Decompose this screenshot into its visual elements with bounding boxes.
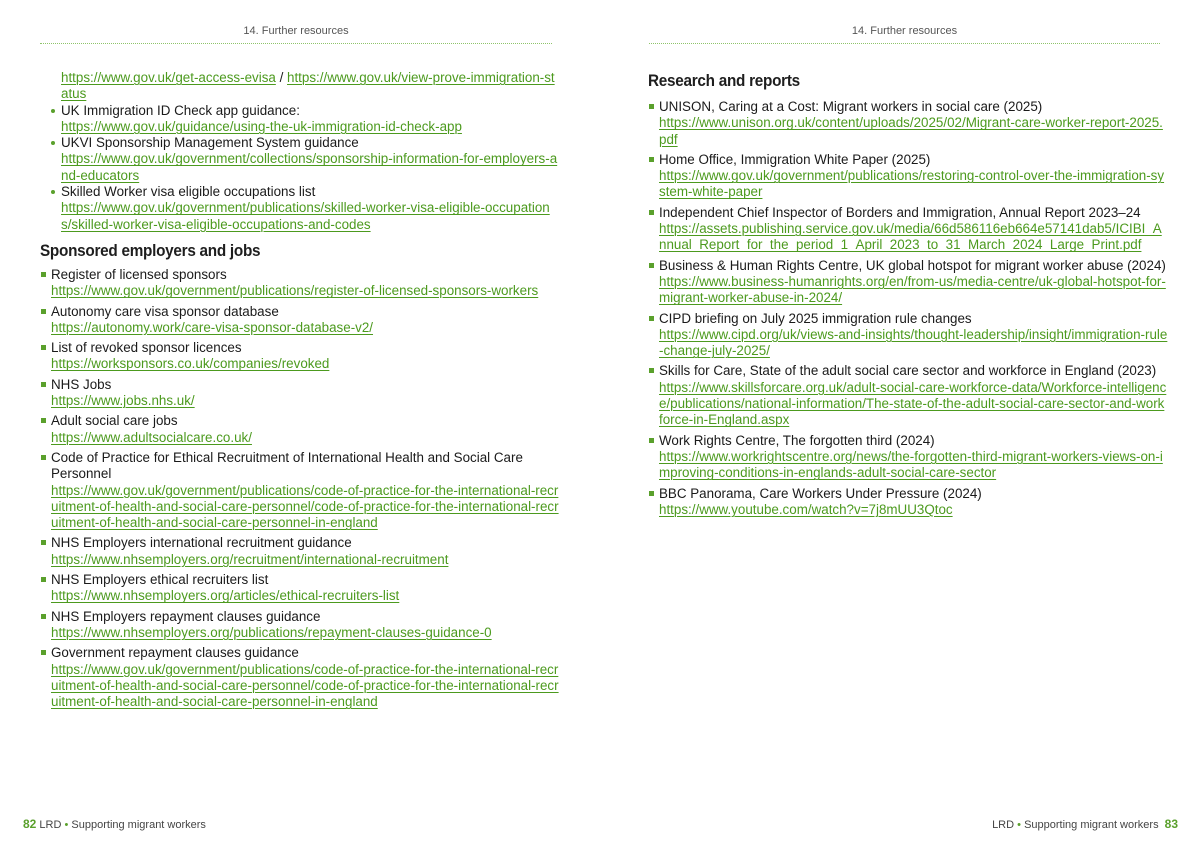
bullet-icon: [41, 650, 46, 655]
list-item: [40, 135, 560, 184]
bullet-icon: [41, 272, 46, 277]
item-label: Register of licensed sponsors: [51, 266, 227, 282]
bullet-icon: [41, 382, 46, 387]
bullet-icon: [41, 418, 46, 423]
bullet-icon: [649, 157, 654, 162]
list-item: [648, 311, 1168, 360]
list-item: [40, 184, 560, 233]
bullet-icon: [649, 316, 654, 321]
publisher: LRD: [992, 819, 1015, 831]
item-link[interactable]: https://www.gov.uk/government/publications/code-of-practice-for-the-international-recruitment-of-health-and-social-care-personnel/code-of-practice-for-the-international-recruitment-of-health-and-social-care-personnel-in-england: [51, 482, 559, 531]
section-title: Research and reports: [648, 71, 800, 90]
item-label: Skills for Care, State of the adult social care sector and workforce in England (2023): [659, 363, 1157, 379]
bullet-icon: [649, 438, 654, 443]
bullet-icon: [41, 614, 46, 619]
item-label: NHS Employers ethical recruiters list: [51, 572, 269, 588]
list-item: [648, 486, 1168, 519]
item-label: NHS Employers repayment clauses guidance: [51, 608, 321, 624]
item-label: Home Office, Immigration White Paper (2025): [659, 151, 931, 167]
item-link[interactable]: https://www.workrightscentre.org/news/the-forgotten-third-migrant-workers-views-on-improving-conditions-in-englands-adult-social-care-sector: [659, 448, 1163, 481]
list-item: [40, 535, 560, 568]
item-label: List of revoked sponsor licences: [51, 340, 242, 356]
publication-title: Supporting migrant workers: [71, 819, 206, 831]
bullet-icon: [51, 190, 55, 194]
bullet-icon: [51, 141, 55, 145]
item-label: UK Immigration ID Check app guidance:: [61, 102, 300, 118]
item-link[interactable]: https://www.unison.org.uk/content/uploads/2025/02/Migrant-care-worker-report-2025.pdf: [659, 115, 1163, 147]
footer-bullet: •: [1017, 819, 1021, 831]
bullet-icon: [649, 368, 654, 373]
list-item: [40, 609, 560, 642]
bullet-icon: [649, 104, 654, 109]
research-reports-list: [648, 99, 1168, 518]
link-separator: /: [275, 70, 288, 85]
section-title: Sponsored employers and jobs: [40, 240, 261, 260]
sponsored-jobs-list: [40, 267, 560, 710]
item-link[interactable]: https://www.nhsemployers.org/recruitment/international-recruitment: [51, 551, 449, 567]
item-label: UKVI Sponsorship Management System guidance: [61, 135, 359, 151]
running-head: 14. Further resources: [243, 25, 349, 37]
list-item: [40, 572, 560, 605]
list-item: [648, 258, 1168, 307]
item-link[interactable]: https://www.gov.uk/government/publications/code-of-practice-for-the-international-recruitment-of-health-and-social-care-personnel/code-of-practice-for-the-international-recruitment-of-health-and-social-care-personnel-in-england: [51, 661, 559, 710]
list-item: [648, 363, 1168, 428]
item-link[interactable]: https://www.skillsforcare.org.uk/adult-social-care-workforce-data/Workforce-intelligence/publications/national-information/The-state-of-the-adult-social-care-sector-and-workforce-in-England.aspx: [659, 379, 1167, 428]
page-number: 82: [23, 817, 37, 831]
sub-item-list: [40, 103, 560, 233]
bullet-icon: [41, 455, 46, 460]
item-link[interactable]: https://www.gov.uk/government/publications/skilled-worker-visa-eligible-occupations/skilled-worker-visa-eligible-occupations-and-codes: [61, 200, 550, 232]
list-item: [648, 433, 1168, 482]
item-label: Skilled Worker visa eligible occupations list: [61, 184, 316, 200]
header-divider: [649, 43, 1160, 44]
item-link[interactable]: https://www.gov.uk/government/collections/sponsorship-information-for-employers-and-educators: [61, 151, 558, 183]
intro-links: [40, 70, 560, 103]
header-divider: [40, 43, 552, 44]
evisa-link[interactable]: https://www.gov.uk/get-access-evisa: [61, 70, 276, 85]
list-item: [40, 340, 560, 373]
publisher: LRD: [39, 819, 62, 831]
list-item: [648, 205, 1168, 254]
page-footer: [992, 817, 1178, 831]
item-link[interactable]: https://worksponsors.co.uk/companies/revoked: [51, 356, 330, 372]
item-link[interactable]: https://www.business-humanrights.org/en/from-us/media-centre/uk-global-hotspot-for-migrant-worker-abuse-in-2024/: [659, 273, 1166, 306]
list-item: [40, 377, 560, 410]
list-item: [40, 413, 560, 446]
item-link[interactable]: https://www.nhsemployers.org/publications/repayment-clauses-guidance-0: [51, 624, 492, 640]
bullet-icon: [41, 345, 46, 350]
item-label: Autonomy care visa sponsor database: [51, 303, 279, 319]
list-item: [40, 304, 560, 337]
list-item: [40, 645, 560, 710]
item-label: Government repayment clauses guidance: [51, 645, 299, 661]
list-item: [40, 103, 560, 136]
view-prove-status-link[interactable]: https://www.gov.uk/view-prove-immigration-status: [61, 70, 555, 102]
bullet-icon: [649, 210, 654, 215]
page-number: 83: [1164, 817, 1178, 831]
item-link[interactable]: https://autonomy.work/care-visa-sponsor-database-v2/: [51, 319, 374, 335]
item-link[interactable]: https://www.adultsocialcare.co.uk/: [51, 429, 252, 445]
item-label: Code of Practice for Ethical Recruitment of International Health and Social Care Personnel: [51, 449, 523, 482]
bullet-icon: [649, 491, 654, 496]
item-link[interactable]: https://www.gov.uk/government/publications/restoring-control-over-the-immigration-system-white-paper: [659, 168, 1165, 200]
list-item: [648, 152, 1168, 201]
item-label: NHS Employers international recruitment guidance: [51, 535, 352, 551]
item-label: UNISON, Caring at a Cost: Migrant workers in social care (2025): [659, 99, 1043, 114]
bullet-icon: [649, 263, 654, 268]
bullet-icon: [51, 109, 55, 113]
bullet-icon: [41, 577, 46, 582]
publication-title: Supporting migrant workers: [1024, 819, 1159, 831]
item-link[interactable]: https://www.gov.uk/government/publications/register-of-licensed-sponsors-workers: [51, 283, 539, 299]
bullet-icon: [41, 540, 46, 545]
page-footer: [23, 817, 206, 831]
item-label: Independent Chief Inspector of Borders and Immigration, Annual Report 2023–24: [659, 204, 1141, 220]
item-label: CIPD briefing on July 2025 immigration rule changes: [659, 310, 972, 326]
item-label: Work Rights Centre, The forgotten third (2024): [659, 432, 935, 448]
left-content: [40, 70, 560, 710]
item-label: BBC Panorama, Care Workers Under Pressure (2024): [659, 485, 982, 501]
list-item: [40, 450, 560, 531]
bullet-icon: [41, 309, 46, 314]
item-link[interactable]: https://www.nhsemployers.org/articles/ethical-recruiters-list: [51, 588, 400, 604]
item-label: NHS Jobs: [51, 376, 112, 392]
item-label: Adult social care jobs: [51, 413, 178, 429]
item-link[interactable]: https://www.jobs.nhs.uk/: [51, 393, 195, 409]
running-head: 14. Further resources: [851, 25, 958, 37]
item-link[interactable]: https://www.gov.uk/guidance/using-the-uk-immigration-id-check-app: [61, 118, 462, 134]
item-link[interactable]: https://www.cipd.org/uk/views-and-insights/thought-leadership/insight/immigration-rule-change-july-2025/: [659, 326, 1168, 359]
item-label: Business & Human Rights Centre, UK global hotspot for migrant worker abuse (2024): [659, 257, 1166, 273]
item-link[interactable]: https://www.youtube.com/watch?v=7j8mUU3Qtoc: [659, 501, 953, 517]
list-item: [648, 99, 1168, 148]
item-link[interactable]: https://assets.publishing.service.gov.uk/media/66d586116eb664e57141dab5/ICIBI_Annual_Report_for_the_period_1_April_2023_to_31_March_2024_Large_Print.pdf: [659, 221, 1162, 253]
right-content: [648, 70, 1168, 518]
list-item: [40, 267, 560, 300]
footer-bullet: •: [64, 819, 69, 831]
